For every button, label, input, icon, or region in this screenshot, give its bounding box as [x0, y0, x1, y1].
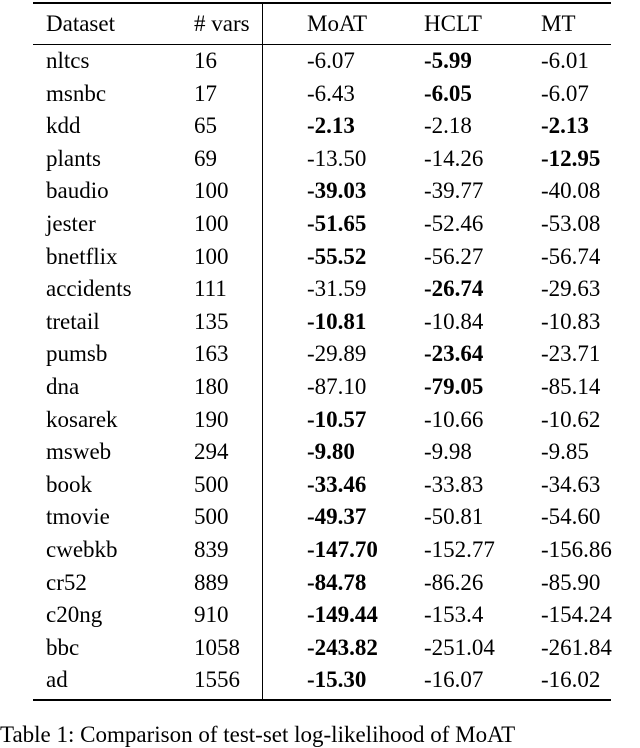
mt-cell: -40.08: [541, 178, 601, 204]
vars-cell: 135: [194, 308, 229, 334]
dataset-cell: pumsb: [46, 341, 108, 367]
mt-cell: -54.60: [541, 504, 601, 530]
header-mt: MT: [541, 11, 576, 36]
dataset-cell: msweb: [46, 439, 112, 465]
dataset-cell: jester: [46, 210, 96, 236]
dataset-cell: tretail: [46, 308, 100, 334]
dataset-cell: baudio: [46, 178, 109, 204]
mt-cell: -2.13: [541, 113, 589, 139]
moat-cell: -10.57: [307, 406, 367, 432]
vars-cell: 17: [194, 80, 217, 106]
moat-cell: -55.52: [307, 243, 367, 269]
dataset-cell: plants: [46, 145, 101, 171]
header-dataset: Dataset: [46, 11, 115, 36]
header-hclt: HCLT: [424, 11, 482, 36]
mt-cell: -34.63: [541, 471, 601, 497]
hclt-cell: -10.66: [424, 406, 484, 432]
dataset-cell: c20ng: [46, 602, 103, 628]
table-row: [33, 599, 636, 632]
hclt-cell: -79.05: [424, 373, 484, 399]
hclt-cell: -153.4: [424, 602, 484, 628]
mt-cell: -16.02: [541, 667, 601, 693]
mt-cell: -6.01: [541, 48, 589, 73]
mt-cell: -9.85: [541, 439, 589, 465]
table-row: [33, 404, 636, 437]
moat-cell: -51.65: [307, 210, 367, 236]
table-row: [33, 175, 636, 208]
table-row: [33, 469, 636, 502]
hclt-cell: -16.07: [424, 667, 484, 693]
vars-cell: 180: [194, 373, 229, 399]
table-top-rule: [33, 2, 611, 4]
table-row: [33, 338, 636, 371]
moat-cell: -147.70: [307, 536, 378, 562]
vars-cell: 839: [194, 536, 229, 562]
header-row: [33, 6, 636, 42]
table-row: [33, 42, 636, 78]
hclt-cell: -56.27: [424, 243, 484, 269]
dataset-cell: ad: [46, 667, 68, 693]
hclt-cell: -152.77: [424, 536, 495, 562]
vars-cell: 111: [194, 276, 227, 302]
moat-cell: -39.03: [307, 178, 367, 204]
table-row: [33, 371, 636, 404]
hclt-cell: -86.26: [424, 569, 484, 595]
dataset-cell: dna: [46, 373, 80, 399]
hclt-cell: -9.98: [424, 439, 472, 465]
hclt-cell: -6.05: [424, 80, 472, 106]
moat-cell: -10.81: [307, 308, 367, 334]
header-vars: # vars: [194, 11, 250, 36]
hclt-cell: -52.46: [424, 210, 484, 236]
vars-cell: 294: [194, 439, 229, 465]
moat-cell: -243.82: [307, 634, 378, 660]
dataset-cell: nltcs: [46, 48, 90, 73]
moat-cell: -29.89: [307, 341, 367, 367]
mt-cell: -156.86: [541, 536, 612, 562]
results-table: [33, 6, 636, 697]
table-row: [33, 567, 636, 600]
vars-cell: 500: [194, 504, 229, 530]
vars-cell: 1556: [194, 667, 240, 693]
mt-cell: -56.74: [541, 243, 601, 269]
hclt-cell: -2.18: [424, 113, 472, 139]
mt-cell: -10.62: [541, 406, 601, 432]
table-row: [33, 664, 636, 697]
table-row: [33, 306, 636, 339]
dataset-cell: book: [46, 471, 92, 497]
dataset-cell: cr52: [46, 569, 87, 595]
dataset-cell: tmovie: [46, 504, 110, 530]
table-row: [33, 534, 636, 567]
mt-cell: -53.08: [541, 210, 601, 236]
dataset-cell: kosarek: [46, 406, 118, 432]
hclt-cell: -26.74: [424, 276, 484, 302]
vars-cell: 500: [194, 471, 229, 497]
hclt-cell: -251.04: [424, 634, 495, 660]
hclt-cell: -50.81: [424, 504, 484, 530]
moat-cell: -6.07: [307, 48, 355, 73]
dataset-cell: bnetflix: [46, 243, 118, 269]
table-row: [33, 143, 636, 176]
moat-cell: -13.50: [307, 145, 367, 171]
mt-cell: -12.95: [541, 145, 601, 171]
table-bottom-rule: [33, 699, 611, 701]
dataset-cell: cwebkb: [46, 536, 118, 562]
moat-cell: -2.13: [307, 113, 355, 139]
mt-cell: -29.63: [541, 276, 601, 302]
moat-cell: -31.59: [307, 276, 367, 302]
dataset-cell: msnbc: [46, 80, 107, 106]
header-moat: MoAT: [307, 11, 368, 36]
vars-cell: 889: [194, 569, 229, 595]
table-row: [33, 501, 636, 534]
mt-cell: -6.07: [541, 80, 589, 106]
mt-cell: -261.84: [541, 634, 612, 660]
table-row: [33, 241, 636, 274]
table-body: [33, 42, 636, 697]
vars-cell: 16: [194, 48, 217, 73]
table-row: [33, 632, 636, 665]
vars-cell: 163: [194, 341, 229, 367]
vars-cell: 100: [194, 178, 229, 204]
hclt-cell: -23.64: [424, 341, 484, 367]
moat-cell: -6.43: [307, 80, 355, 106]
table-row: [33, 273, 636, 306]
moat-cell: -49.37: [307, 504, 367, 530]
vars-cell: 910: [194, 602, 229, 628]
mt-cell: -154.24: [541, 602, 612, 628]
dataset-cell: kdd: [46, 113, 81, 139]
vars-cell: 100: [194, 210, 229, 236]
table-row: [33, 78, 636, 111]
mt-cell: -85.90: [541, 569, 601, 595]
hclt-cell: -5.99: [424, 48, 472, 73]
dataset-cell: accidents: [46, 276, 132, 302]
mt-cell: -23.71: [541, 341, 601, 367]
moat-cell: -15.30: [307, 667, 367, 693]
moat-cell: -149.44: [307, 602, 378, 628]
table-row: [33, 436, 636, 469]
table-row: [33, 208, 636, 241]
vars-cell: 1058: [194, 634, 240, 660]
vars-cell: 69: [194, 145, 217, 171]
hclt-cell: -33.83: [424, 471, 484, 497]
table-caption: Table 1: Comparison of test-set log-likelihood of MoAT: [0, 722, 516, 747]
vars-cell: 100: [194, 243, 229, 269]
dataset-cell: bbc: [46, 634, 80, 660]
moat-cell: -33.46: [307, 471, 367, 497]
mt-cell: -10.83: [541, 308, 601, 334]
moat-cell: -9.80: [307, 439, 355, 465]
vars-cell: 65: [194, 113, 217, 139]
mt-cell: -85.14: [541, 373, 601, 399]
moat-cell: -84.78: [307, 569, 367, 595]
moat-cell: -87.10: [307, 373, 367, 399]
hclt-cell: -39.77: [424, 178, 484, 204]
vars-cell: 190: [194, 406, 229, 432]
hclt-cell: -14.26: [424, 145, 484, 171]
hclt-cell: -10.84: [424, 308, 484, 334]
table-row: [33, 110, 636, 143]
